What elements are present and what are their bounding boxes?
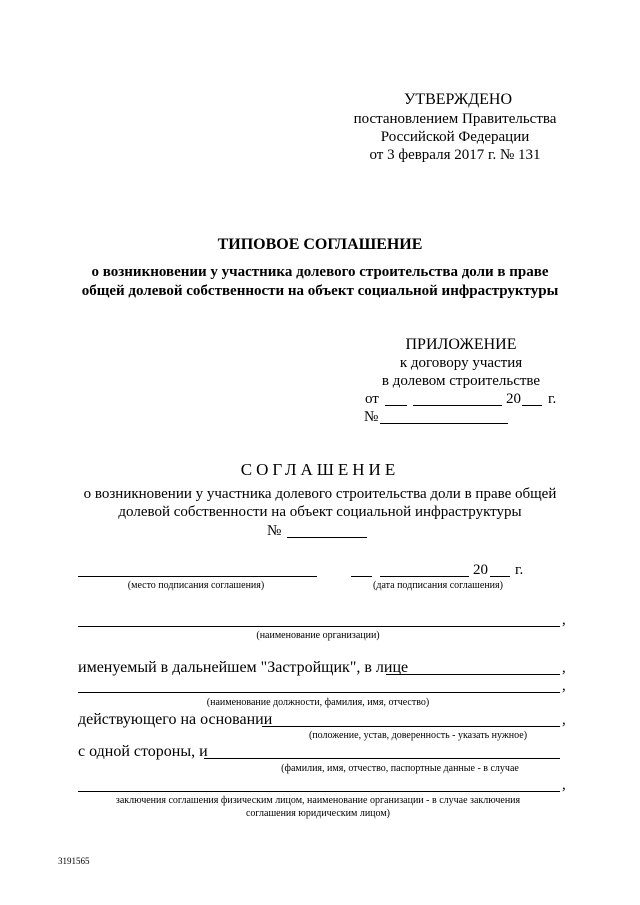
appendix-month-line bbox=[413, 405, 502, 406]
date-day-line bbox=[351, 576, 372, 577]
document-subtitle-1: о возникновении у участника долевого строительства доли в праве bbox=[91, 264, 549, 280]
document-title: ТИПОВОЕ СОГЛАШЕНИЕ bbox=[217, 236, 423, 253]
basis-line bbox=[262, 726, 560, 727]
appendix-number-line bbox=[380, 423, 508, 424]
appendix-line-2: в долевом строительстве bbox=[381, 373, 541, 389]
footer-line bbox=[78, 791, 560, 792]
date-year-line bbox=[490, 576, 510, 577]
developer-comma: , bbox=[562, 660, 566, 676]
appendix-from-label: от bbox=[365, 391, 379, 407]
approval-title: УТВЕРЖДЕНО bbox=[403, 91, 513, 108]
appendix-line-1: к договору участия bbox=[399, 355, 523, 371]
position-caption: (наименование должности, фамилия, имя, отчество) bbox=[206, 697, 430, 708]
approval-line-3: от 3 февраля 2017 г. № 131 bbox=[369, 147, 541, 163]
date-caption: (дата подписания соглашения) bbox=[373, 580, 503, 591]
date-year-prefix: 20 bbox=[473, 562, 488, 578]
other-side-text: с одной стороны, и bbox=[78, 743, 208, 760]
approval-line-1: постановлением Правительства bbox=[353, 111, 557, 127]
organization-comma: , bbox=[562, 612, 566, 628]
basis-text: действующего на основании bbox=[78, 711, 273, 728]
approval-line-2: Российской Федерации bbox=[380, 129, 530, 145]
agreement-subtitle-1: о возникновении у участника долевого строительства доли в праве общей bbox=[83, 486, 557, 502]
place-line bbox=[78, 576, 317, 577]
developer-text: именуемый в дальнейшем "Застройщик", в лице bbox=[78, 659, 409, 676]
position-line bbox=[78, 692, 560, 693]
appendix-title: ПРИЛОЖЕНИЕ bbox=[405, 336, 517, 353]
organization-line bbox=[78, 626, 560, 627]
agreement-number-line bbox=[287, 537, 367, 538]
position-comma: , bbox=[562, 678, 566, 694]
appendix-day-line bbox=[385, 405, 407, 406]
date-month-line bbox=[380, 576, 469, 577]
person-caption: (фамилия, имя, отчество, паспортные данные - в случае bbox=[281, 763, 519, 774]
agreement-subtitle-2: долевой собственности на объект социальной инфраструктуры bbox=[118, 504, 522, 520]
document-code: 3191565 bbox=[58, 856, 90, 866]
date-year-suffix: г. bbox=[515, 562, 524, 578]
agreement-title: СОГЛАШЕНИЕ bbox=[240, 460, 400, 479]
other-side-line bbox=[204, 758, 560, 759]
organization-caption: (наименование организации) bbox=[256, 630, 380, 641]
footer-caption-2: соглашения юридическим лицом) bbox=[245, 808, 391, 819]
agreement-number-label: № bbox=[267, 523, 282, 539]
appendix-year-suffix: г. bbox=[548, 391, 557, 407]
basis-comma: , bbox=[562, 712, 566, 728]
appendix-year-line bbox=[522, 405, 542, 406]
document-subtitle-2: общей долевой собственности на объект социальной инфраструктуры bbox=[81, 283, 559, 299]
appendix-year-prefix: 20 bbox=[506, 391, 521, 407]
developer-representative-line bbox=[386, 674, 560, 675]
footer-comma: , bbox=[562, 777, 566, 793]
footer-caption-1: заключения соглашения физическим лицом, наименование организации - в случае заключения bbox=[115, 795, 521, 806]
appendix-number-label: № bbox=[364, 409, 379, 425]
basis-caption: (положение, устав, доверенность - указать нужное) bbox=[308, 730, 528, 741]
place-caption: (место подписания соглашения) bbox=[127, 580, 265, 591]
